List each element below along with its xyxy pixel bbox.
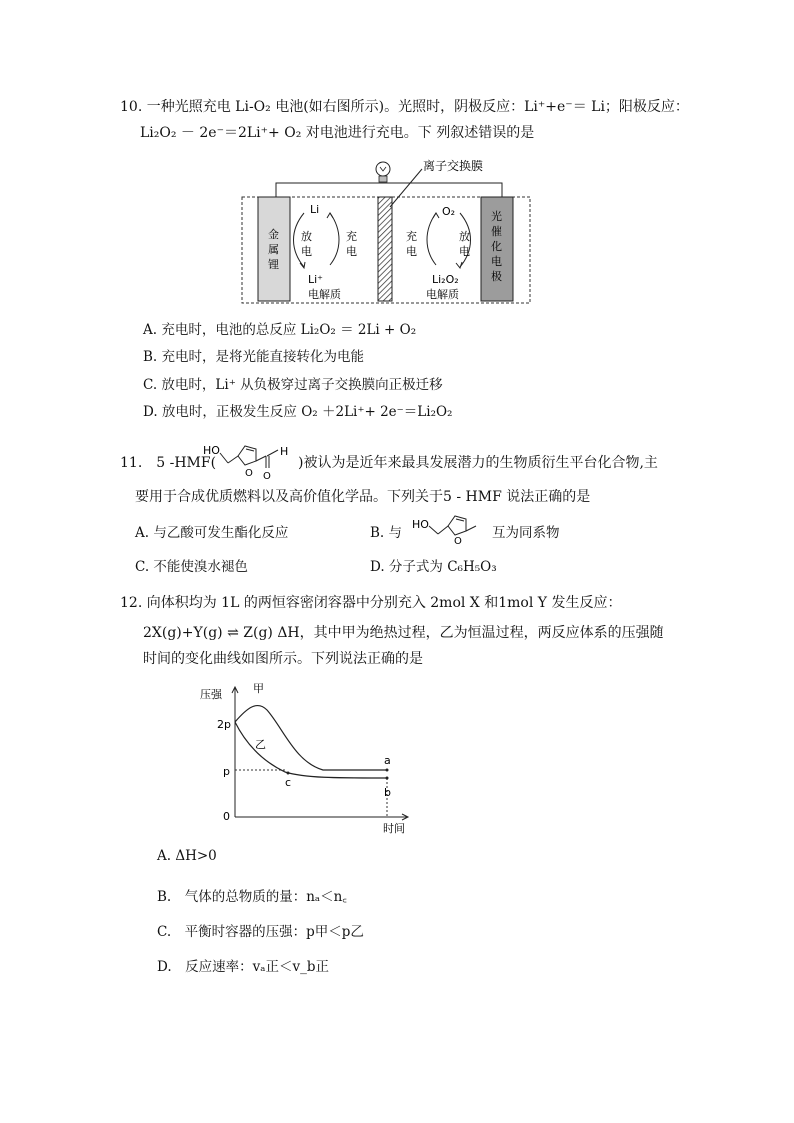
right-electrode-char: 极 [491,270,502,283]
q12-stem-line2: 2X(g)+Y(g) ⇌ Z(g) ΔH，其中甲为绝热过程，乙为恒温过程，两反应体系的压强随 [143,625,664,641]
y-axis-label: 压强 [200,688,222,701]
point-b [386,777,389,780]
q12-option-c: C. 平衡时容器的压强：p甲＜p乙 [157,924,364,940]
ion-exchange-membrane [378,197,392,301]
right-electrode-char: 化 [491,240,502,253]
analog-structure [410,510,490,544]
q11-option-d: D. 分子式为 C₆H₅O₃ [370,559,497,575]
left-electrode-char: 锂 [268,258,279,271]
right-bottom-species: Li₂O₂ [432,273,459,286]
hmf-ho-label: HO [203,444,220,457]
left-bottom-species: Li⁺ [308,273,323,286]
right-discharge-char: 电 [459,245,470,258]
pressure-time-graph [195,680,425,840]
q11-stem-prefix: 11. 5 -HMF( [120,455,217,471]
q11-option-a: A. 与乙酸可发生酯化反应 [135,525,289,541]
hmf-h-label: H [280,445,289,458]
membrane-label: 离子交换膜 [423,159,484,173]
point-a [386,769,389,772]
left-electrolyte-label: 电解质 [308,288,341,301]
point-a-label: a [384,754,391,767]
right-electrode-char: 催 [491,225,502,238]
right-electrolyte-label: 电解质 [426,288,459,301]
q12-option-a: A. ΔH>0 [157,848,217,864]
q11-stem-line2: 要用于合成优质燃料以及高价值化学品。下列关于5 - HMF 说法正确的是 [135,489,591,505]
q10-option-b: B. 充电时，是将光能直接转化为电能 [143,349,365,365]
point-c-label: c [285,776,292,789]
right-charge-char: 充 [406,230,417,243]
q10-option-d: D. 放电时，正极发生反应 O₂ ＋2Li⁺+ 2e⁻＝Li₂O₂ [143,404,453,420]
hmf-carbonyl-o-label: O [263,471,271,480]
left-charge-char: 电 [346,245,357,258]
origin-label: 0 [223,810,230,823]
q11-option-b-prefix: B. 与 [370,525,403,541]
left-charge-char: 充 [346,230,357,243]
lightbulb-icon [376,162,390,182]
left-discharge-char: 电 [301,245,312,258]
analog-ho-label: HO [412,518,429,531]
q11-stem-suffix: )被认为是近年来最具发展潜力的生物质衍生平台化合物,主 [298,455,658,471]
left-electrode-char: 属 [268,243,279,256]
q10-option-a: A. 充电时，电池的总反应 Li₂O₂ ＝ 2Li + O₂ [143,322,417,338]
tick-2p: 2p [217,718,231,731]
tick-p: p [223,765,230,778]
left-discharge-char: 放 [301,230,312,243]
q12-stem-line3: 时间的变化曲线如图所示。下列说法正确的是 [143,651,423,667]
q10-option-c: C. 放电时，Li⁺ 从负极穿过离子交换膜向正极迁移 [143,377,443,393]
right-discharge-char: 放 [459,230,470,243]
left-charge-arrow [330,213,339,265]
hmf-ring-o-label: O [245,468,253,479]
x-axis-label: 时间 [383,822,405,835]
q10-stem-line1: 10. 一种光照充电 Li-O₂ 电池(如右图所示)。光照时，阴极反应：Li⁺+e⁻＝ Li；阳极反应： [120,99,689,115]
analog-ring-o-label: O [454,536,462,544]
curve-jia-label: 甲 [253,682,264,695]
q11-option-b-suffix: 互为同系物 [492,525,560,541]
right-electrode-char: 光 [491,210,502,223]
point-c [287,772,290,775]
q12-option-d: D. 反应速率：vₐ正＜v_b正 [157,959,329,975]
right-top-species: O₂ [442,205,456,218]
q11-option-c: C. 不能使溴水褪色 [135,559,248,575]
q10-stem-line2: Li₂O₂ － 2e⁻＝2Li⁺+ O₂ 对电池进行充电。下 列叙述错误的是 [140,125,535,141]
left-top-species: Li [310,203,320,216]
right-charge-arrow [427,213,436,265]
q12-stem-line1: 12. 向体积均为 1L 的两恒容密闭容器中分别充入 2mol X 和1mol Y 发生反应： [120,595,622,611]
curve-yi-label: 乙 [255,738,266,751]
hmf-structure [200,438,300,480]
wire [276,183,502,197]
right-electrode-char: 电 [491,255,502,268]
left-electrode-char: 金 [268,228,279,241]
battery-diagram [240,155,540,310]
membrane-pointer [390,169,422,207]
right-charge-char: 电 [406,245,417,258]
point-b-label: b [384,786,391,799]
q12-option-b: B. 气体的总物质的量：nₐ＜n꜀ [157,889,347,905]
